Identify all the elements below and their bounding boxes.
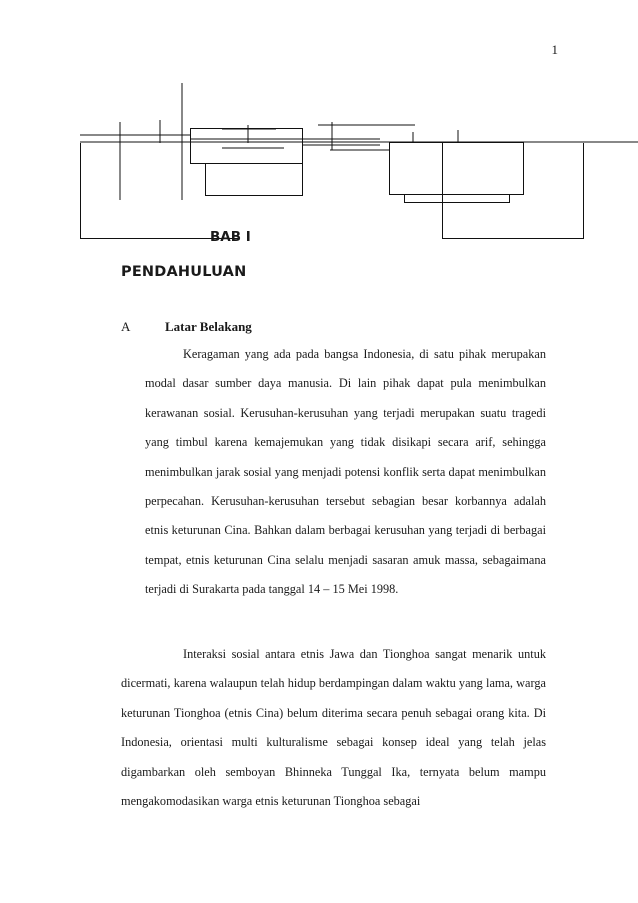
- section-heading: [121, 319, 252, 335]
- paragraph-2: Interaksi sosial antara etnis Jawa dan Tionghoa sangat menarik untuk dicermati, karena walaupun telah hidup berdampingan dalam waktu yang lama, warga keturunan Tionghoa (etnis Cina) belum diterima secara penuh sebagai orang kita. Di Indonesia, orientasi multi kulturalisme sebagai konsep ideal yang telah jelas digambarkan oleh semboyan Bhinneka Tunggal Ika, ternyata belum mampu mengakomodasikan warga etnis keturunan Tionghoa sebagai: [121, 647, 546, 809]
- section-title: Latar Belakang: [165, 319, 252, 334]
- chapter-title: PENDAHULUAN: [121, 264, 247, 280]
- page-number: 1: [551, 42, 558, 57]
- header-line-artifacts: [0, 0, 638, 260]
- paragraph-1: Keragaman yang ada pada bangsa Indonesia, di satu pihak merupakan modal dasar sumber daya manusia. Di lain pihak dapat pula menimbulkan kerawanan sosial. Kerusuhan-kerusuhan yang terjadi merupakan suatu tragedi yang timbul karena kemajemukan yang tidak disikapi secara arif, sehingga menimbulkan jarak sosial yang menjadi potensi konflik serta dapat menimbulkan perpecahan. Kerusuhan-kerusuhan tersebut sebagian besar korbannya adalah etnis keturunan Cina. Bahkan dalam berbagai kerusuhan yang terjadi di berbagai tempat, etnis keturunan Cina selalu menjadi sasaran amuk massa, sebagaimana terjadi di Surakarta pada tanggal 14 – 15 Mei 1998.: [145, 347, 546, 597]
- chapter-label: BAB I: [210, 229, 251, 245]
- section-letter: A: [121, 319, 131, 334]
